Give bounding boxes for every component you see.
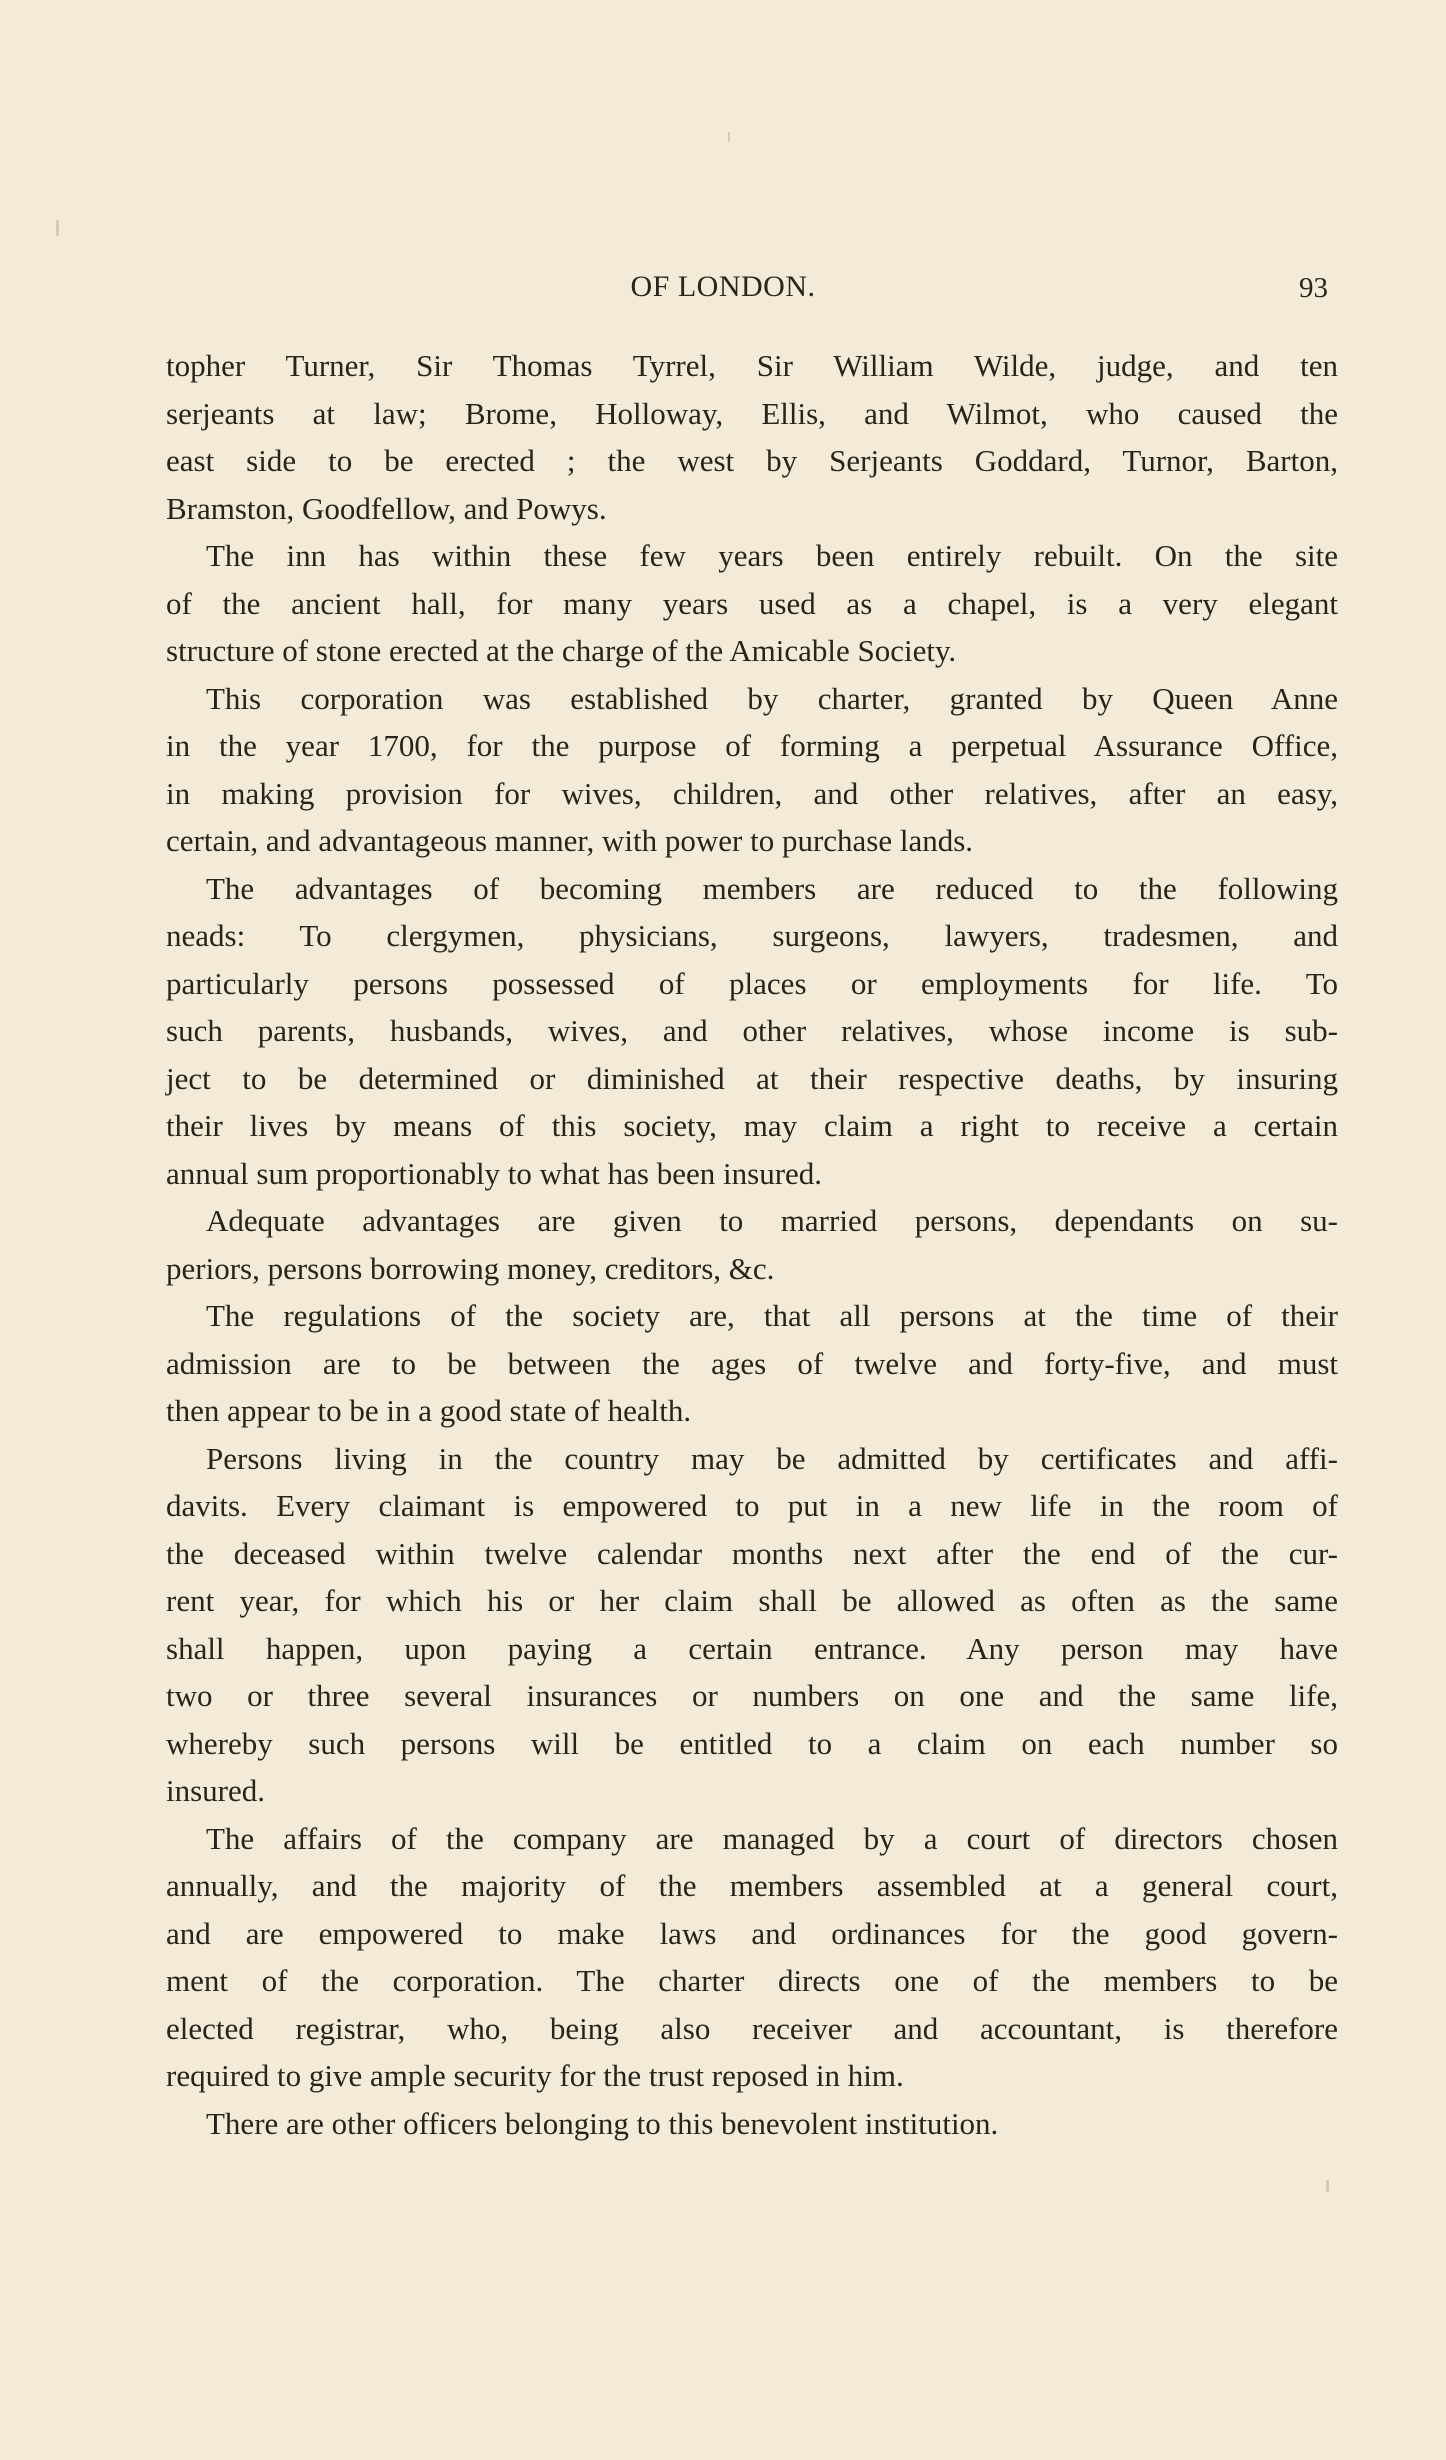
text-line: shall happen, upon paying a certain entrance. Any person may have [166,1630,1338,1666]
text-line: the deceased within twelve calendar months next after the end of the cur- [166,1535,1338,1571]
text-line: rent year, for which his or her claim shall be allowed as often as the same [166,1583,1338,1618]
text-line: serjeants at law; Brome, Holloway, Ellis, and Wilmot, who caused the [166,395,1338,431]
text-line: The affairs of the company are managed by a court of directors chosen [206,1820,1338,1856]
text-line: required to give ample security for the trust reposed in him. [166,2058,904,2093]
text-line: topher Turner, Sir Thomas Tyrrel, Sir William Wilde, judge, and ten [166,348,1338,383]
text-line: The advantages of becoming members are reduced to the following [206,870,1338,906]
text-line: two or three several insurances or numbers on one and the same life, [166,1678,1338,1713]
paper-speck [1326,2180,1329,2192]
page-header [0,270,1446,314]
text-line: Persons living in the country may be admitted by certificates and affi- [206,1440,1338,1476]
text-line: of the ancient hall, for many years used as a chapel, is a very elegant [166,585,1338,621]
running-head: OF LONDON. [630,270,816,303]
body-text [166,342,1338,2147]
text-line: elected registrar, who, being also receiver and accountant, is therefore [166,2010,1338,2046]
text-line: in the year 1700, for the purpose of forming a perpetual Assurance Office, [166,728,1338,763]
page-number: 93 [1299,272,1328,304]
text-line: such parents, husbands, wives, and other relatives, whose income is sub- [166,1013,1338,1048]
text-line: in making provision for wives, children, and other relatives, after an easy, [166,775,1338,811]
text-line: annual sum proportionably to what has been insured. [166,1155,823,1191]
text-line: This corporation was established by charter, granted by Queen Anne [206,680,1338,716]
text-line: periors, persons borrowing money, creditors, &c. [166,1250,775,1286]
text-line: There are other officers belonging to this benevolent institution. [206,2105,999,2141]
paper-speck [728,132,730,142]
text-line: admission are to be between the ages of twelve and forty-five, and must [166,1345,1338,1381]
text-line: davits. Every claimant is empowered to put in a new life in the room of [166,1488,1338,1523]
text-line: east side to be erected ; the west by Serjeants Goddard, Turnor, Barton, [166,443,1338,478]
text-line: The regulations of the society are, that all persons at the time of their [206,1298,1338,1333]
text-line: then appear to be in a good state of health. [166,1393,692,1428]
text-line: ment of the corporation. The charter directs one of the members to be [166,1963,1338,1998]
text-line: annually, and the majority of the members assembled at a general court, [166,1868,1338,1903]
text-line: ject to be determined or diminished at their respective deaths, by insuring [166,1060,1338,1096]
text-line: certain, and advantageous manner, with power to purchase lands. [166,823,974,858]
text-line: Adequate advantages are given to married persons, dependants on su- [206,1203,1338,1238]
paper-speck [56,220,59,236]
text-line: whereby such persons will be entitled to a claim on each number so [166,1725,1338,1761]
text-line: insured. [166,1773,266,1808]
text-line: structure of stone erected at the charge of the Amicable Society. [166,633,957,668]
text-line: particularly persons possessed of places or employments for life. To [166,965,1338,1001]
text-line: Bramston, Goodfellow, and Powys. [166,490,607,526]
text-line: The inn has within these few years been entirely rebuilt. On the site [206,538,1338,573]
text-line: their lives by means of this society, may claim a right to receive a certain [166,1108,1338,1143]
text-line: and are empowered to make laws and ordinances for the good govern- [166,1915,1338,1951]
text-line: neads: To clergymen, physicians, surgeons, lawyers, tradesmen, and [166,918,1338,953]
